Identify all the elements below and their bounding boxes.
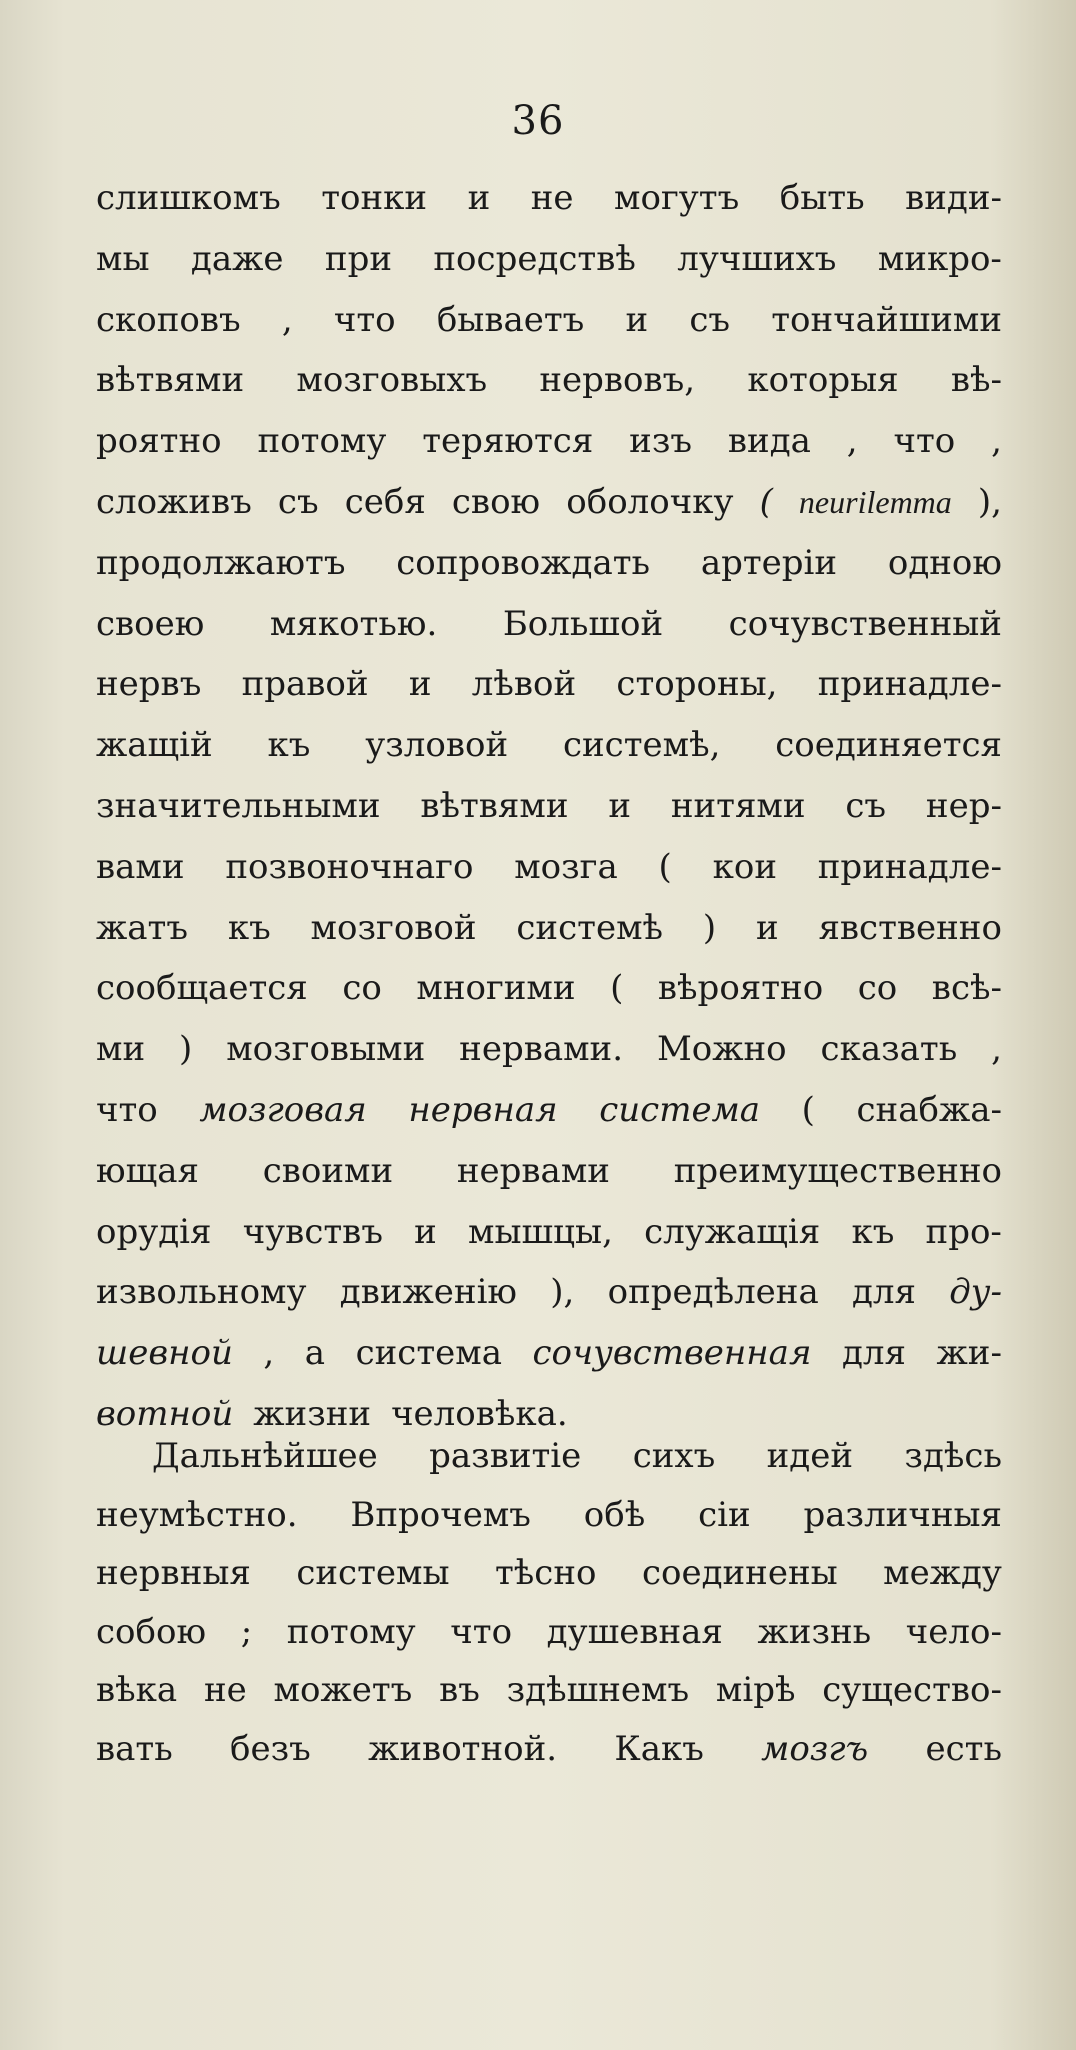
word: бываетъ: [436, 299, 585, 340]
word: лучшихъ: [677, 238, 837, 279]
word: жащій: [96, 725, 213, 766]
word: тонки: [321, 178, 428, 218]
text-line: [96, 360, 1002, 421]
word: къ: [267, 725, 311, 766]
word: тѣсно: [494, 1553, 597, 1593]
text-line: [96, 1029, 1002, 1090]
word: собою: [96, 1611, 207, 1652]
text-line: [96, 847, 1002, 908]
word: узловой: [365, 725, 509, 766]
word: соединены: [641, 1553, 838, 1593]
word: для: [851, 1272, 916, 1313]
word: жатъ: [96, 907, 188, 948]
word: позвоночнаго: [225, 846, 474, 887]
word: ): [702, 907, 717, 948]
word: что: [893, 421, 956, 462]
word: ющая: [96, 1150, 199, 1191]
word: одною: [887, 542, 1002, 583]
word: сочувственная: [532, 1333, 812, 1374]
word: роятно: [96, 421, 222, 462]
text-line: [96, 1090, 1002, 1151]
word: Большой: [502, 603, 664, 644]
text-line: [96, 725, 1002, 786]
word: нервами.: [459, 1029, 624, 1070]
word: мозга: [514, 846, 618, 887]
word: которыя: [747, 360, 899, 401]
word: ),: [977, 481, 1002, 522]
word: жизни: [253, 1393, 372, 1434]
word: правой: [241, 664, 369, 705]
text-line: [96, 664, 1002, 725]
word: ,: [281, 299, 293, 340]
word: что: [96, 1089, 158, 1130]
word: можетъ: [273, 1670, 413, 1710]
word: ,: [991, 1029, 1002, 1070]
word: душевная: [546, 1611, 723, 1652]
word: и: [408, 664, 432, 705]
word: человѣка.: [391, 1393, 568, 1434]
word: есть: [925, 1728, 1002, 1769]
word: вѣка: [96, 1670, 178, 1710]
word: со: [857, 968, 898, 1009]
word: мозговой: [310, 907, 477, 948]
word: мірѣ: [715, 1670, 796, 1710]
word: Впрочемъ: [350, 1494, 531, 1535]
word: многими: [416, 968, 576, 1009]
word: Дальнѣйшее: [152, 1436, 378, 1476]
word: посредствѣ: [433, 238, 636, 279]
text-line: [96, 1495, 1002, 1554]
text-line: [96, 482, 1002, 543]
text-line: [96, 1670, 1002, 1729]
word: не: [203, 1670, 247, 1710]
word: мозговая: [199, 1089, 367, 1130]
word: вѣ-: [950, 360, 1002, 401]
word: со: [342, 968, 382, 1009]
word: къ: [227, 907, 271, 948]
word: (: [759, 481, 773, 522]
word: ми: [96, 1029, 146, 1070]
word: мозговыми: [226, 1029, 426, 1070]
word: жизнь: [757, 1611, 872, 1652]
word: нервовъ,: [539, 360, 696, 401]
word: тончайшими: [771, 299, 1002, 340]
word: стороны,: [616, 664, 778, 705]
word: и: [608, 785, 631, 826]
word: neurilemma: [798, 483, 952, 520]
word: къ: [851, 1211, 895, 1252]
word: мякотью.: [269, 603, 438, 644]
word: всѣ-: [931, 968, 1002, 1009]
word: а: [304, 1333, 326, 1374]
word: потому: [286, 1611, 416, 1652]
word: извольному: [96, 1272, 307, 1313]
word: вѣроятно: [657, 968, 824, 1009]
word: себя: [344, 481, 426, 522]
word: лѣвой: [471, 664, 577, 705]
word: животной.: [368, 1728, 558, 1769]
text-line: [96, 1729, 1002, 1788]
word: съ: [845, 785, 887, 826]
word: сочувственный: [728, 603, 1002, 644]
text-line: [96, 1612, 1002, 1671]
word: ду-: [949, 1272, 1002, 1313]
text-line: [96, 786, 1002, 847]
text-line: [96, 1212, 1002, 1273]
word: неумѣстно.: [96, 1494, 298, 1535]
paragraph-2: [96, 1436, 1002, 1787]
word: не: [530, 178, 574, 218]
text-line: [96, 1151, 1002, 1212]
word: мозговыхъ: [296, 360, 488, 401]
word: нервная: [408, 1089, 558, 1130]
word: своими: [262, 1150, 394, 1191]
word: вотной: [96, 1393, 234, 1434]
word: служащія: [644, 1211, 821, 1252]
word: шевной: [96, 1333, 233, 1374]
word: для: [842, 1333, 906, 1374]
word: нитями: [670, 785, 806, 826]
word: вѣтвями: [96, 360, 245, 401]
word: вами: [96, 846, 185, 887]
word: Можно: [656, 1029, 787, 1070]
word: ,: [263, 1333, 275, 1374]
word: ,: [991, 421, 1002, 462]
word: (: [801, 1089, 815, 1130]
text-line: [96, 908, 1002, 969]
word: види-: [905, 178, 1002, 218]
word: орудія: [96, 1211, 212, 1252]
word: могутъ: [614, 178, 740, 218]
word: вѣтвями: [420, 785, 569, 826]
word: система: [599, 1089, 761, 1130]
text-line: [96, 1436, 1002, 1495]
text-line: [96, 178, 1002, 239]
word: сіи: [698, 1494, 751, 1535]
word: ,: [846, 421, 858, 462]
word: принадле-: [817, 664, 1002, 705]
word: преимущественно: [673, 1150, 1002, 1191]
word: что: [333, 299, 396, 340]
paragraph-1: [96, 178, 1002, 1455]
word: различныя: [803, 1494, 1002, 1535]
word: мышцы,: [468, 1211, 613, 1252]
word: развитіе: [429, 1436, 582, 1476]
word: потому: [257, 421, 387, 462]
text-line: [96, 604, 1002, 665]
text-line: [96, 421, 1002, 482]
word: (: [610, 968, 624, 1009]
word: оболочку: [566, 481, 734, 522]
word: въ: [439, 1670, 480, 1710]
word: что: [450, 1611, 513, 1652]
word: значительными: [96, 785, 381, 826]
word: мозгъ: [761, 1728, 869, 1769]
word: микро-: [877, 238, 1002, 279]
word: Какъ: [614, 1728, 704, 1769]
word: изъ: [629, 421, 693, 462]
word: вида: [727, 421, 811, 462]
word: здѣшнемъ: [506, 1670, 690, 1710]
word: сопровождать: [396, 542, 651, 583]
word: даже: [190, 238, 284, 279]
word: и: [467, 178, 491, 218]
word: мы: [96, 238, 150, 279]
word: сложивъ: [96, 481, 252, 522]
word: сихъ: [632, 1436, 716, 1476]
word: чело-: [905, 1611, 1002, 1652]
word: жи-: [936, 1333, 1002, 1374]
word: существо-: [822, 1670, 1002, 1710]
word: нервныя: [96, 1553, 251, 1593]
page-number: 36: [511, 98, 565, 144]
word: при: [324, 238, 392, 279]
word: продолжаютъ: [96, 542, 346, 583]
word: ;: [240, 1611, 253, 1652]
word: принадле-: [817, 846, 1002, 887]
word: нер-: [925, 785, 1002, 826]
word: обѣ: [583, 1494, 646, 1535]
word: ),: [550, 1272, 575, 1313]
word: движенію: [339, 1272, 518, 1313]
word: (: [658, 846, 672, 887]
word: система: [355, 1333, 502, 1374]
word: безъ: [230, 1728, 311, 1769]
word: системѣ: [516, 907, 664, 948]
word: здѣсь: [904, 1436, 1002, 1476]
word: опредѣлена: [607, 1272, 819, 1313]
word: соединяется: [775, 725, 1002, 766]
word: сказать: [820, 1029, 958, 1070]
word: системѣ,: [562, 725, 721, 766]
word: съ: [277, 481, 319, 522]
word: снабжа-: [856, 1089, 1002, 1130]
word: кои: [712, 846, 777, 887]
word: слишкомъ: [96, 178, 281, 218]
word: съ: [689, 299, 731, 340]
text-line: [96, 239, 1002, 300]
word: системы: [296, 1553, 450, 1593]
text-line: [96, 968, 1002, 1029]
word: быть: [779, 178, 865, 218]
word: и: [625, 299, 649, 340]
word: и: [414, 1211, 437, 1252]
text-line: [96, 300, 1002, 361]
word: скоповъ: [96, 299, 241, 340]
word: сообщается: [96, 968, 308, 1009]
word: ): [179, 1029, 193, 1070]
word: про-: [925, 1211, 1002, 1252]
word: артеріи: [700, 542, 838, 583]
text-line: [96, 1333, 1002, 1394]
text-line: [96, 1553, 1002, 1612]
text-line: [96, 1272, 1002, 1333]
word: между: [883, 1553, 1002, 1593]
word: вать: [96, 1728, 173, 1769]
word: и: [755, 907, 779, 948]
word: явственно: [818, 907, 1002, 948]
word: идей: [766, 1436, 854, 1476]
text-line: [96, 543, 1002, 604]
word: нервами: [456, 1150, 610, 1191]
word: свою: [451, 481, 541, 522]
word: нервъ: [96, 664, 202, 705]
word: своею: [96, 603, 205, 644]
word: чувствъ: [242, 1211, 383, 1252]
word: теряются: [422, 421, 594, 462]
